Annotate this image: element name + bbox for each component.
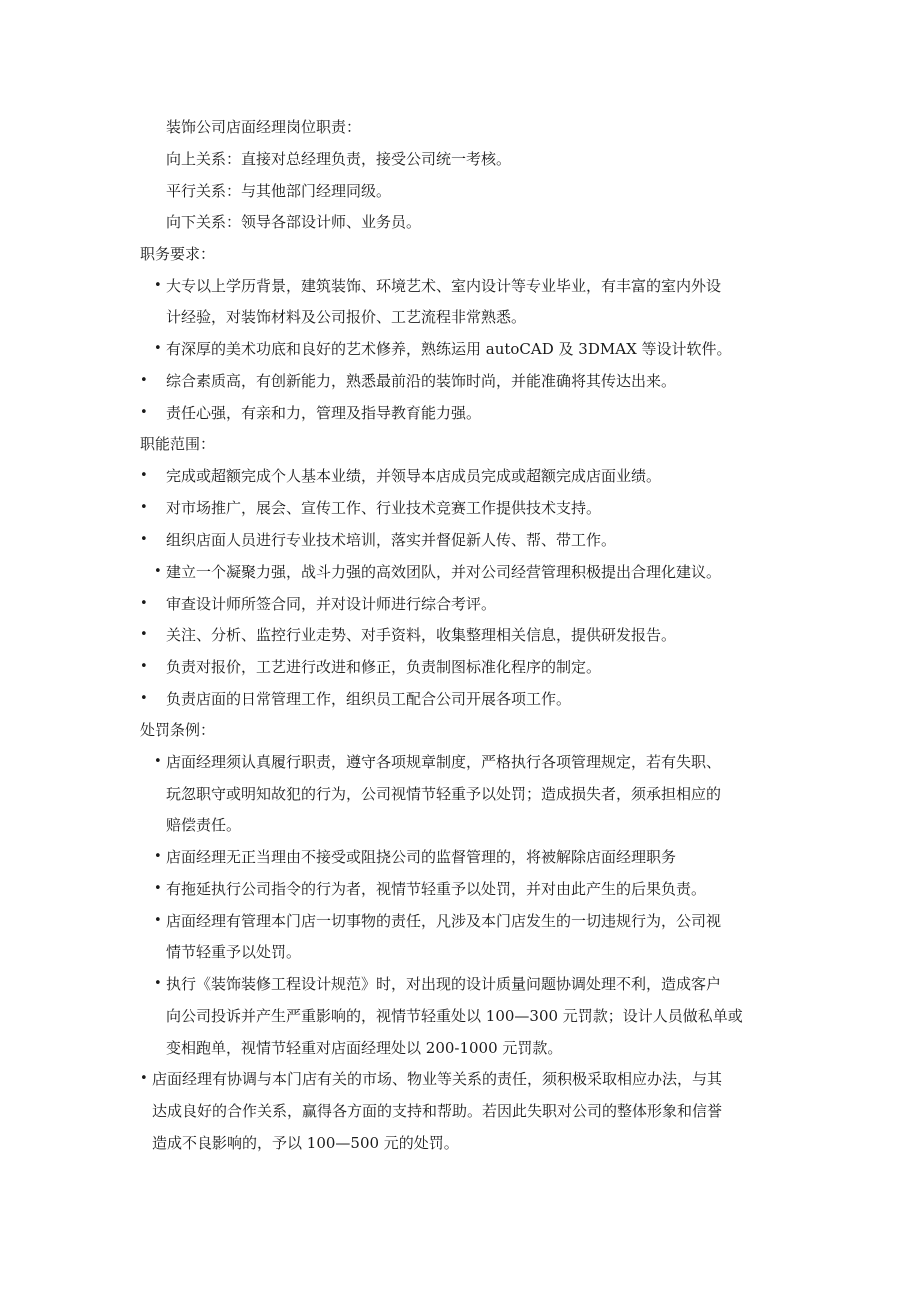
penalty-item-cont: 赔偿责任。 xyxy=(166,816,242,834)
bullet-icon: • xyxy=(154,278,162,293)
downward-relation: 向下关系：领导各部设计师、业务员。 xyxy=(166,213,422,231)
doc-title: 装饰公司店面经理岗位职责： xyxy=(166,118,362,136)
penalty-item-cont: 变相跑单，视情节轻重对店面经理处以 200-1000 元罚款。 xyxy=(166,1039,563,1057)
penalties-heading: 处罚条例： xyxy=(140,721,216,739)
scope-item: 负责店面的日常管理工作，组织员工配合公司开展各项工作。 xyxy=(166,690,572,708)
penalty-item: 店面经理须认真履行职责，遵守各项规章制度，严格执行各项管理规定，若有失职、 xyxy=(166,753,722,771)
penalty-item: 店面经理有协调与本门店有关的市场、物业等关系的责任，须积极采取相应办法，与其 xyxy=(152,1070,723,1088)
requirement-item-cont: 计经验，对装饰材料及公司报价、工艺流程非常熟悉。 xyxy=(166,308,527,326)
penalty-item-cont: 情节轻重予以处罚。 xyxy=(166,943,302,961)
requirement-item: 责任心强，有亲和力，管理及指导教育能力强。 xyxy=(166,404,482,422)
requirements-heading: 职务要求： xyxy=(140,245,216,263)
bullet-icon: • xyxy=(154,913,162,928)
penalty-item: 店面经理有管理本门店一切事物的责任，凡涉及本门店发生的一切违规行为，公司视 xyxy=(166,912,722,930)
bullet-icon: • xyxy=(140,468,148,483)
bullet-icon: • xyxy=(140,1071,148,1086)
requirement-item: 有深厚的美术功底和良好的艺术修养，熟练运用 autoCAD 及 3DMAX 等设计软件。 xyxy=(166,340,732,358)
penalty-item-cont: 向公司投诉并产生严重影响的，视情节轻重处以 100—300 元罚款；设计人员做私单或 xyxy=(166,1007,743,1025)
requirement-item: 综合素质高，有创新能力，熟悉最前沿的装饰时尚，并能准确将其传达出来。 xyxy=(166,372,677,390)
penalty-item-cont: 造成不良影响的，予以 100—500 元的处罚。 xyxy=(152,1134,459,1152)
bullet-icon: • xyxy=(140,532,148,547)
bullet-icon: • xyxy=(154,341,162,356)
scope-item: 完成或超额完成个人基本业绩，并领导本店成员完成或超额完成店面业绩。 xyxy=(166,467,662,485)
bullet-icon: • xyxy=(154,849,162,864)
scope-item: 负责对报价，工艺进行改进和修正，负责制图标准化程序的制定。 xyxy=(166,658,602,676)
upward-relation: 向上关系：直接对总经理负责，接受公司统一考核。 xyxy=(166,150,512,168)
penalty-item: 有拖延执行公司指令的行为者，视情节轻重予以处罚，并对由此产生的后果负责。 xyxy=(166,880,707,898)
bullet-icon: • xyxy=(140,405,148,420)
penalty-item: 店面经理无正当理由不接受或阻挠公司的监督管理的，将被解除店面经理职务 xyxy=(166,848,677,866)
bullet-icon: • xyxy=(154,564,162,579)
scope-heading: 职能范围： xyxy=(140,435,216,453)
scope-item: 组织店面人员进行专业技术培训，落实并督促新人传、帮、带工作。 xyxy=(166,531,617,549)
bullet-icon: • xyxy=(154,754,162,769)
penalty-item-cont: 玩忽职守或明知故犯的行为，公司视情节轻重予以处罚；造成损失者，须承担相应的 xyxy=(166,785,722,803)
scope-item: 审查设计师所签合同，并对设计师进行综合考评。 xyxy=(166,595,497,613)
bullet-icon: • xyxy=(140,373,148,388)
bullet-icon: • xyxy=(154,881,162,896)
bullet-icon: • xyxy=(154,976,162,991)
scope-item: 关注、分析、监控行业走势、对手资料，收集整理相关信息，提供研发报告。 xyxy=(166,626,677,644)
scope-item: 对市场推广，展会、宣传工作、行业技术竞赛工作提供技术支持。 xyxy=(166,499,602,517)
parallel-relation: 平行关系：与其他部门经理同级。 xyxy=(166,182,392,200)
requirement-item: 大专以上学历背景，建筑装饰、环境艺术、室内设计等专业毕业，有丰富的室内外设 xyxy=(166,277,722,295)
scope-item: 建立一个凝聚力强，战斗力强的高效团队，并对公司经营管理积极提出合理化建议。 xyxy=(166,563,722,581)
penalty-item-cont: 达成良好的合作关系，赢得各方面的支持和帮助。若因此失职对公司的整体形象和信誉 xyxy=(152,1102,723,1120)
bullet-icon: • xyxy=(140,659,148,674)
penalty-item: 执行《装饰装修工程设计规范》时，对出现的设计质量问题协调处理不利，造成客户 xyxy=(166,975,722,993)
bullet-icon: • xyxy=(140,627,148,642)
bullet-icon: • xyxy=(140,691,148,706)
bullet-icon: • xyxy=(140,596,148,611)
bullet-icon: • xyxy=(140,500,148,515)
